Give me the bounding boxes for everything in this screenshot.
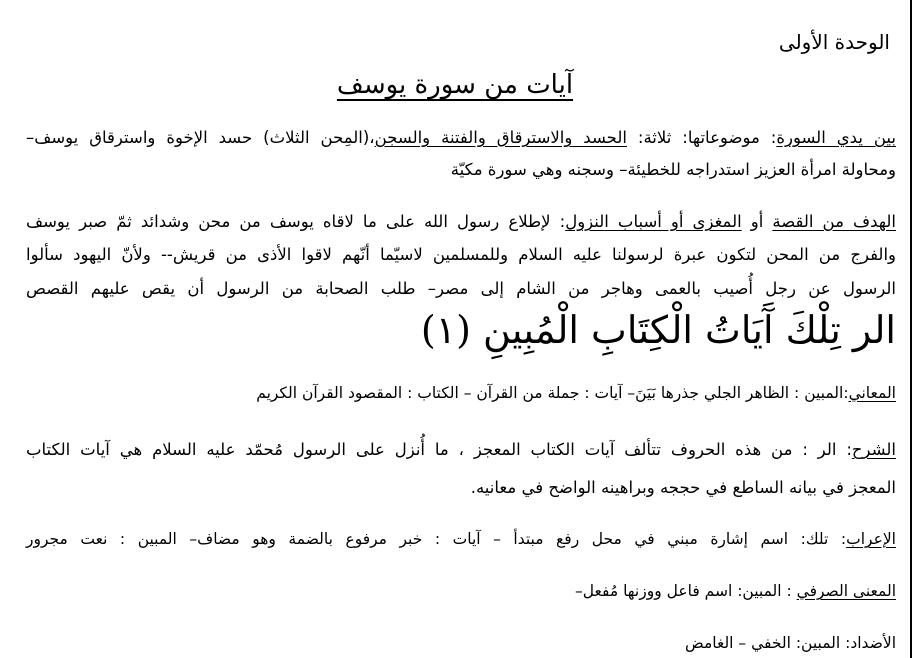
explanation-label: الشرح xyxy=(851,440,896,459)
quran-verse: الر تِلْكَ آَيَاتُ الْكِتَابِ الْمُبِينِ (١) xyxy=(420,308,896,352)
goal-label-b: المغزى أو أسباب النزول xyxy=(565,212,742,231)
explanation-line-2: المعجز في بيانه الساطع في حججه وبراهينه الواضح في معانيه. xyxy=(470,478,896,497)
intro-line-1: بين يدي السورة: موضوعاتها: ثلاثة: الحسد والاسترقاق والفتنة والسجن،(المِحن الثلاث) حسد الإخوة واسترقاق يوسف– xyxy=(26,128,896,147)
lesson-title: آيات من سورة يوسف xyxy=(336,70,574,100)
goal-line-1: الهدف من القصة أو المغزى أو أسباب النزول: لإطلاع رسول الله على ما لاقاه يوسف من محن وشدائد ثمّ صبر يوسف xyxy=(26,212,896,231)
unit-title: الوحدة الأولى xyxy=(778,30,890,54)
goal-label-a: الهدف من القصة xyxy=(772,212,896,231)
goal-line-2: والفرج من المحن لتكون عبرة لرسولنا عليه السلام وللمسلمين لاسيّما أنّهم لاقوا الأذى من قريش-- ولأنّ اليهود سألوا xyxy=(26,245,896,264)
meanings-label: المعاني xyxy=(848,384,896,402)
intro-label: بين يدي السورة xyxy=(776,128,896,147)
morphology-label: المعنى الصرفي xyxy=(796,582,896,600)
intro-line-2: ومحاولة امرأة العزيز استدراجه للخطيئة– وسجنه وهي سورة مكيّة xyxy=(450,160,896,179)
morphology-line: المعنى الصرفي : المبين: اسم فاعل ووزنها مُفعل– xyxy=(575,582,896,600)
parsing-line: الإعراب: تلك: اسم إشارة مبني في محل رفع مبتدأ – آيات : خبر مرفوع بالضمة وهو مضاف– المبين : نعت مجرور xyxy=(26,530,896,548)
parsing-label: الإعراب xyxy=(846,530,896,548)
goal-line-3: الرسول عن رجل أُصيب بالعمى وهاجر من الشام إلى مصر– طلب الصحابة من الرسول أن يقص عليهم القصص xyxy=(26,279,896,298)
antonyms-label: الأضداد xyxy=(850,634,896,652)
intro-topics: الحسد والاسترقاق والفتنة والسجن xyxy=(374,128,627,147)
meanings-line: المعاني:المبين : الظاهر الجلي جذرها بَيَنَ– آيات : جملة من القرآن – الكتاب : المقصود القرآن الكريم xyxy=(256,384,896,402)
explanation-line-1: الشرح: الر : من هذه الحروف تتألف آيات الكتاب المعجز ، ما أُنزل على الرسول مُحمّد عليه السلام هي آيات الكتاب xyxy=(26,440,896,459)
antonyms-line: الأضداد: المبين: الخفي – الغامض xyxy=(684,634,896,652)
